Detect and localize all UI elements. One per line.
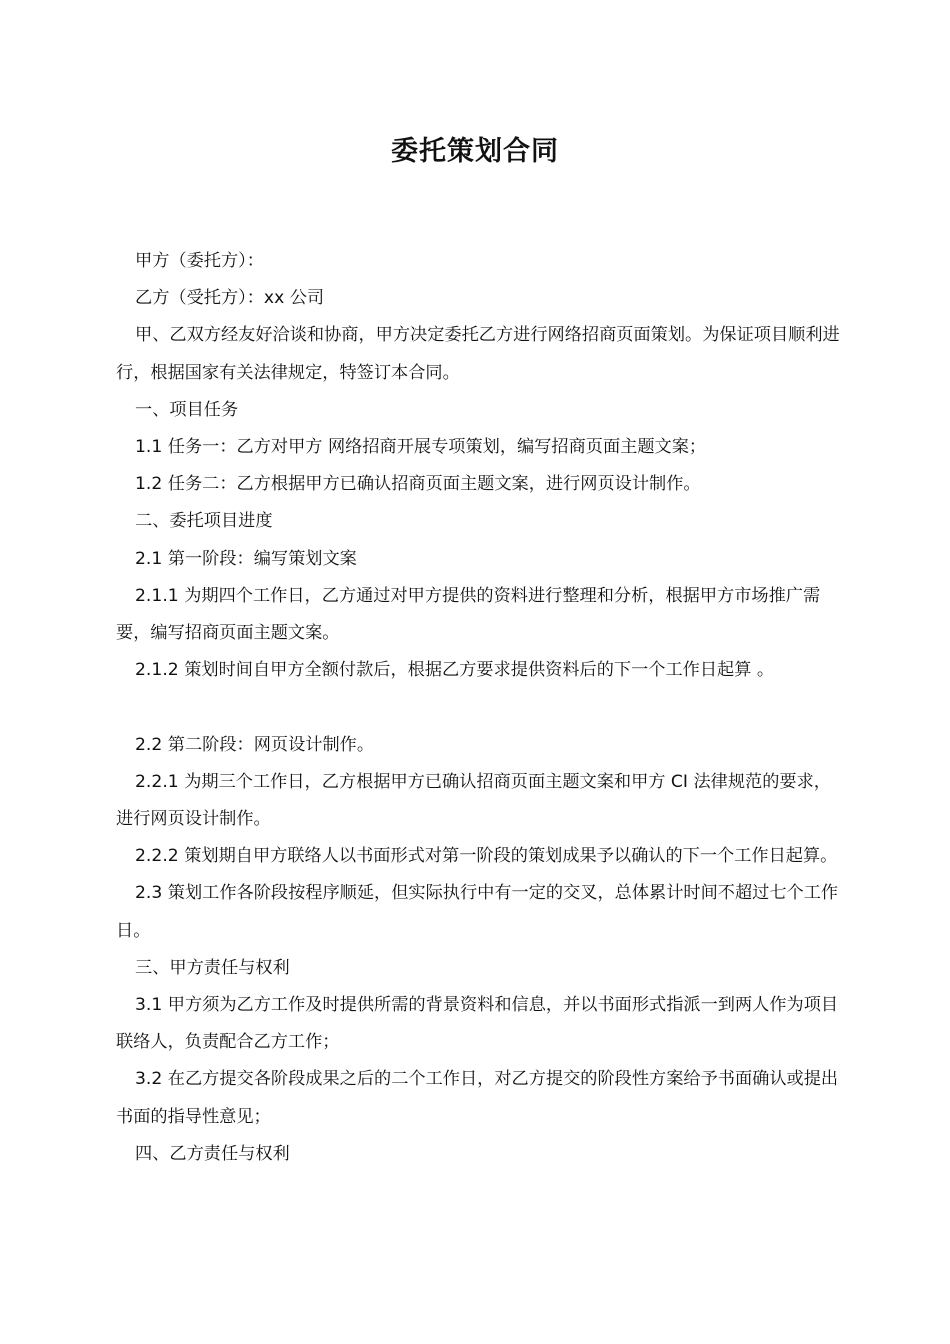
clause-2-2: 2.2 第二阶段：网页设计制作。	[135, 734, 375, 755]
clause-2-1: 2.1 第一阶段：编写策划文案	[135, 548, 357, 569]
clause-3-2: 3.2 在乙方提交各阶段成果之后的二个工作日，对乙方提交的阶段性方案给予书面确认或提出书面的指导性意见；	[116, 1069, 839, 1127]
clause-2-2-2: 2.2.2 策划期自甲方联络人以书面形式对第一阶段的策划成果予以确认的下一个工作日起算。	[135, 846, 838, 867]
party-b-line: 乙方（受托方）：xx 公司	[135, 288, 325, 309]
section-heading-4: 四、乙方责任与权利	[135, 1143, 290, 1164]
section-heading-3: 三、甲方责任与权利	[135, 957, 290, 978]
clause-2-1-1: 2.1.1 为期四个工作日，乙方通过对甲方提供的资料进行整理和分析，根据甲方市场推广需要，编写招商页面主题文案。	[116, 585, 821, 644]
clause-2-2-1: 2.2.1 为期三个工作日，乙方根据甲方已确认招商页面主题文案和甲方 CI 法律规范的要求，进行网页设计制作。	[116, 771, 831, 830]
clause-1-1: 1.1 任务一：乙方对甲方 网络招商开展专项策划，编写招商页面主题文案；	[135, 437, 707, 458]
clause-2-3: 2.3 策划工作各阶段按程序顺延，但实际执行中有一定的交叉，总体累计时间不超过七个工作日。	[116, 883, 839, 941]
document-title: 委托策划合同	[391, 136, 559, 167]
intro-paragraph: 甲、乙双方经友好洽谈和协商，甲方决定委托乙方进行网络招商页面策划。为保证项目顺利进行，根据国家有关法律规定，特签订本合同。	[116, 325, 840, 383]
party-a-line: 甲方（委托方）：	[135, 251, 264, 271]
clause-3-1: 3.1 甲方须为乙方工作及时提供所需的背景资料和信息，并以书面形式指派一到两人作为项目联络人，负责配合乙方工作；	[116, 995, 839, 1053]
clause-2-1-2: 2.1.2 策划时间自甲方全额付款后，根据乙方要求提供资料后的下一个工作日起算 。	[135, 660, 775, 681]
clause-1-2: 1.2 任务二：乙方根据甲方已确认招商页面主题文案，进行网页设计制作。	[135, 474, 701, 495]
blank-line	[116, 689, 844, 726]
section-heading-1: 一、项目任务	[135, 399, 239, 420]
document-body	[116, 243, 844, 1173]
section-heading-2: 二、委托项目进度	[135, 511, 273, 532]
